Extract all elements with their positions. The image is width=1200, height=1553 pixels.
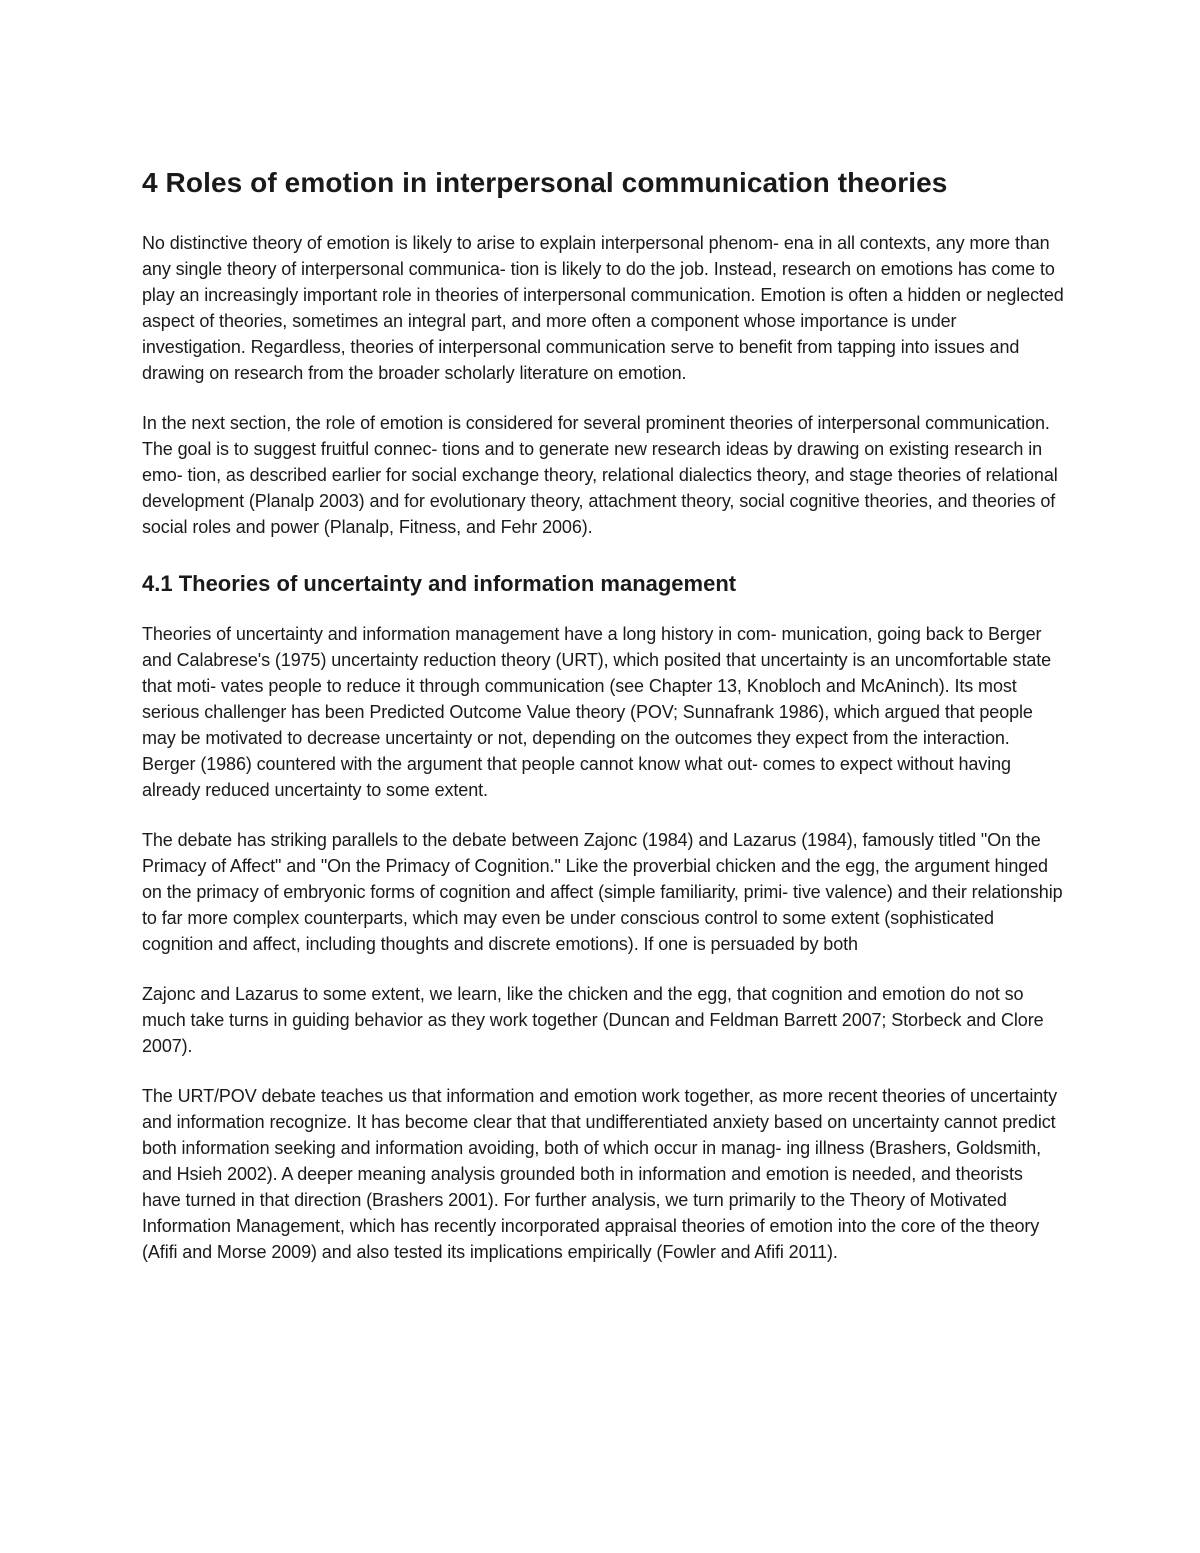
paragraph-zajonc-lazarus-debate: The debate has striking parallels to the debate between Zajonc (1984) and Lazarus (1984), famously titled "On the Primacy of Affect" and "On the Primacy of Cognition." Like the proverbial chicken and the egg, the argument hinged on the primacy of embryonic forms of cognition and affect (simple familiarity, primi- tive valence) and their relationship to far more complex counterparts, which may even be under conscious control to some extent (sophisticated cognition and affect, including thoughts and discrete emotions). If one is persuaded by both [142,830,1063,954]
paragraph-emotion-theory-intro: No distinctive theory of emotion is likely to arise to explain interpersonal phenom- ena in all contexts, any more than any single theory of interpersonal communica- tion is likely to do the job. Instead, research on emotions has come to play an increasingly important role in theories of interpersonal communication. Emotion is often a hidden or neglected aspect of theories, sometimes an integral part, and more often a component whose importance is under investigation. Regardless, theories of interpersonal communication serve to benefit from tapping into issues and drawing on research from the broader scholarly literature on emotion. [142,233,1064,383]
paragraph-cognition-emotion-together: Zajonc and Lazarus to some extent, we learn, like the chicken and the egg, that cognition and emotion do not so much take turns in guiding behavior as they work together (Duncan and Feldman Barrett 2007; Storbeck and Clore 2007). [142,984,1044,1056]
subsection-title: 4.1 Theories of uncertainty and information management [142,571,737,596]
section-title: 4 Roles of emotion in interpersonal communication theories [142,167,948,198]
document-page [142,166,1064,1289]
paragraph-uncertainty-history: Theories of uncertainty and information management have a long history in com- munication, going back to Berger and Calabrese's (1975) uncertainty reduction theory (URT), which posited that uncertainty is an uncomfortable state that moti- vates people to reduce it through communication (see Chapter 13, Knobloch and McAninch). Its most serious challenger has been Predicted Outcome Value theory (POV; Sunnafrank 1986), which argued that people may be motivated to decrease uncertainty or not, depending on the outcomes they expect from the interaction. Berger (1986) countered with the argument that people cannot know what out- comes to expect without having already reduced uncertainty to some extent. [142,624,1052,800]
paragraph-urt-pov-debate: The URT/POV debate teaches us that information and emotion work together, as more recent theories of uncertainty and information recognize. It has become clear that that undifferentiated anxiety based on uncertainty cannot predict both information seeking and information avoiding, both of which occur in manag- ing illness (Brashers, Goldsmith, and Hsieh 2002). A deeper meaning analysis grounded both in information and emotion is needed, and theorists have turned in that direction (Brashers 2001). For further analysis, we turn primarily to the Theory of Motivated Information Management, which has recently incorporated appraisal theories of emotion into the core of the theory (Afifi and Morse 2009) and also tested its implications empirically (Fowler and Afifi 2011). [142,1086,1057,1262]
paragraph-next-section-overview: In the next section, the role of emotion is considered for several prominent theories of interpersonal communication. The goal is to suggest fruitful connec- tions and to generate new research ideas by drawing on existing research in emo- tion, as described earlier for social exchange theory, relational dialectics theory, and stage theories of relational development (Planalp 2003) and for evolutionary theory, attachment theory, social cognitive theories, and theories of social roles and power (Planalp, Fitness, and Fehr 2006). [142,413,1058,537]
